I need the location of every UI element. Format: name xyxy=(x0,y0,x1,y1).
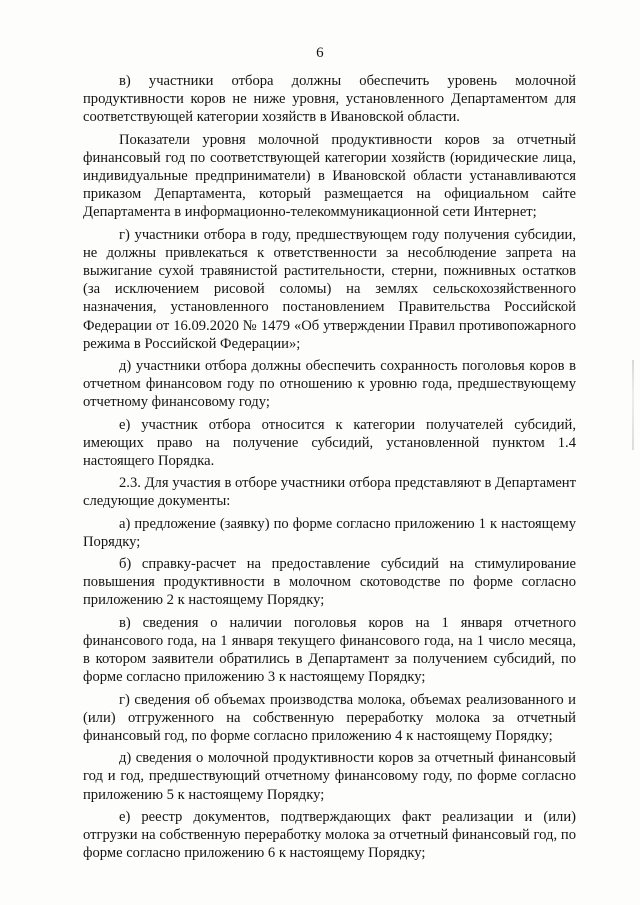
list-item-g-milk-volumes: г) сведения об объемах производства молока, объемах реализованного и (или) отгруженного на собственную переработку молока за отчетный финансовый год, по форме согласно приложению 4 к настоящему Порядку; xyxy=(83,691,576,744)
list-item-a-application: а) предложение (заявку) по форме согласно приложению 1 к настоящему Порядку; xyxy=(83,515,576,550)
paragraph-d-herd-preservation: д) участники отбора должны обеспечить сохранность поголовья коров в отчетном финансовом году по отношению к уровню года, предшествующему отчетному финансовому году; xyxy=(83,358,576,411)
paragraph-2-3-documents: 2.3. Для участия в отборе участники отбора представляют в Департамент следующие документы: xyxy=(83,475,576,510)
list-item-d-milk-productivity: д) сведения о молочной продуктивности коров за отчетный финансовый год и год, предшествующий отчетному финансовому году, по форме согласно приложению 5 к настоящему Порядку; xyxy=(83,750,576,803)
paragraph-g-fire-ban: г) участники отбора в году, предшествующем году получения субсидии, не должны привлекаться к ответственности за несоблюдение запрета на выжигание сухой травянистой растительности, стерни, пожнивных остатков (за исключением рисовой соломы) на землях сельскохозяйственного назначения, установленного постановлением Правительства Российской Федерации от 16.09.2020 № 1479 «Об утверждении Правил противопожарного режима в Российской Федерации»; xyxy=(83,226,576,352)
paragraph-v-milk-productivity: в) участники отбора должны обеспечить уровень молочной продуктивности коров не ниже уровня, установленного Департаментом для соответствующей категории хозяйств в Ивановской области. xyxy=(83,73,576,126)
list-item-v-livestock-info: в) сведения о наличии поголовья коров на 1 января отчетного финансового года, на 1 января текущего финансового года, на 1 число месяца, в котором заявители обратились в Департамент за получением субсидий, по форме согласно приложению 3 к настоящему Порядку; xyxy=(83,614,576,686)
list-item-e-document-registry: е) реестр документов, подтверждающих факт реализации и (или) отгрузки на собственную переработку молока за отчетный финансовый год, по форме согласно приложению 6 к настоящему Порядку; xyxy=(83,808,576,862)
document-body xyxy=(83,72,576,866)
page-number: 6 xyxy=(316,45,324,61)
scan-edge-mark xyxy=(632,360,634,450)
list-item-b-calculation: б) справку-расчет на предоставление субсидий на стимулирование повышения продуктивности в молочном скотоводстве по форме согласно приложению 2 к настоящему Порядку; xyxy=(83,556,576,609)
paragraph-productivity-indicators: Показатели уровня молочной продуктивности коров за отчетный финансовый год по соответствующей категории хозяйств (юридические лица, индивидуальные предприниматели) в Ивановской области устанавливаются приказом Департамента, который размещается на официальном сайте Департамента в информационно-телекоммуникационной сети Интернет; xyxy=(83,131,576,221)
paragraph-e-recipient-category: е) участник отбора относится к категории получателей субсидий, имеющих право на получение субсидий, установленной пунктом 1.4 настоящего Порядка. xyxy=(83,416,576,470)
